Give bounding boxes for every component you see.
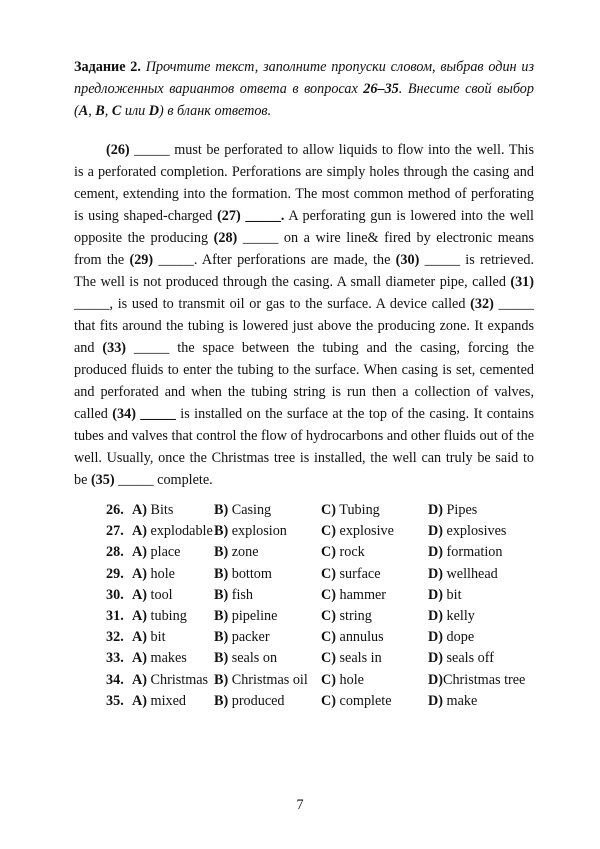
option-letter: D) bbox=[428, 523, 443, 540]
option-text: explosives bbox=[446, 523, 507, 540]
question-number: 29. bbox=[106, 565, 124, 582]
passage-text: is installed on the surface at the top of the casing. It contains tubes and valves that control the flow of hydrocarbons and other fluids out of the well. Usually, once the Christmas tree is installed, the well can truly be said to be bbox=[74, 406, 534, 488]
option-text: string bbox=[339, 607, 372, 624]
option-letter: C) bbox=[321, 586, 336, 603]
passage-text: _____ must be perforated to allow liquids to flow into the well. This is a perforated completion. Perforations are simply holes through the casing and cement, extending into the formation. The most common method of perforating is using shaped-charged bbox=[74, 142, 534, 224]
option-text: hammer bbox=[339, 586, 387, 603]
option-text: explosion bbox=[231, 523, 287, 540]
option-text: wellhead bbox=[446, 565, 498, 582]
option-text: Christmas tree bbox=[442, 671, 526, 688]
passage-text: _____ is retrieved. The well is not produced through the casing. A small diameter pipe, called bbox=[74, 252, 535, 290]
answer-option-b bbox=[214, 500, 271, 521]
question-number: 33. bbox=[106, 650, 124, 667]
passage-text: _____, is used to transmit oil or gas to the surface. A device called bbox=[74, 296, 471, 312]
option-letter: D) bbox=[428, 650, 443, 667]
option-letter: C) bbox=[321, 565, 336, 582]
option-text: explosive bbox=[339, 523, 394, 540]
option-letter: C) bbox=[321, 523, 336, 540]
option-letter: A) bbox=[132, 544, 147, 561]
answer-option-d bbox=[428, 521, 506, 542]
answer-option-c bbox=[321, 670, 364, 691]
option-letter: D) bbox=[428, 586, 443, 603]
answer-option-d bbox=[428, 691, 477, 712]
answer-option-d bbox=[428, 585, 462, 606]
gap-number: (28) bbox=[213, 230, 238, 246]
instruction-range: 26–35 bbox=[363, 81, 399, 97]
option-text: pipeline bbox=[231, 607, 278, 624]
answer-option-b bbox=[214, 648, 277, 669]
answer-option-d bbox=[428, 564, 498, 585]
option-letter: C) bbox=[321, 671, 336, 688]
answer-option-a bbox=[132, 670, 208, 691]
instruction-text-2: . Внесите свой выбор ( bbox=[74, 81, 534, 119]
option-letter: D) bbox=[428, 544, 443, 561]
question-number: 32. bbox=[106, 629, 124, 646]
option-letter: C) bbox=[321, 502, 336, 518]
question-number: 35. bbox=[106, 692, 124, 709]
option-letter: B) bbox=[214, 502, 229, 518]
option-letter-b: B bbox=[95, 103, 105, 119]
option-letter: B) bbox=[214, 692, 229, 709]
passage-text: _____ complete. bbox=[114, 472, 213, 488]
passage-text: A perforating gun is lowered into the well opposite the producing bbox=[74, 208, 534, 246]
separator: , bbox=[88, 103, 96, 119]
option-letter: B) bbox=[214, 544, 229, 561]
answer-option-a bbox=[132, 500, 173, 521]
passage-text: _____ on a wire line& fired by electronic means from the bbox=[74, 230, 534, 268]
answer-option-d bbox=[428, 606, 475, 627]
answer-option-b bbox=[214, 564, 272, 585]
separator: или bbox=[121, 103, 149, 119]
answer-option-b bbox=[214, 627, 270, 648]
task-instruction bbox=[74, 56, 534, 122]
answer-option-b bbox=[214, 691, 285, 712]
option-letter: C) bbox=[321, 692, 336, 709]
answer-option-c bbox=[321, 500, 380, 521]
option-text: seals off bbox=[446, 650, 494, 667]
question-number: 27. bbox=[106, 523, 124, 540]
question-number: 28. bbox=[106, 544, 124, 561]
option-text: rock bbox=[339, 544, 365, 561]
option-letter: C) bbox=[321, 629, 336, 646]
answer-option-b bbox=[214, 521, 287, 542]
option-text: Pipes bbox=[446, 502, 478, 518]
option-text: annulus bbox=[339, 629, 384, 646]
answer-option-c bbox=[321, 627, 384, 648]
option-letter-c: C bbox=[111, 103, 122, 119]
answer-option-d bbox=[428, 500, 477, 521]
option-letter: D) bbox=[428, 671, 443, 688]
answer-option-d bbox=[428, 670, 525, 691]
option-letter: A) bbox=[132, 650, 147, 667]
passage-paragraph bbox=[74, 139, 534, 491]
option-text: complete bbox=[339, 692, 392, 709]
option-letter: B) bbox=[214, 629, 229, 646]
answer-option-d bbox=[428, 627, 474, 648]
option-text: tool bbox=[150, 586, 173, 603]
option-text: fish bbox=[231, 586, 254, 603]
option-letter: A) bbox=[132, 692, 147, 709]
option-letter-d: D bbox=[148, 103, 160, 119]
option-text: kelly bbox=[446, 607, 475, 624]
answer-option-a bbox=[132, 542, 180, 563]
task-label: Задание 2. bbox=[74, 59, 141, 75]
gap-number: (31) bbox=[510, 274, 534, 290]
option-letter: A) bbox=[132, 671, 147, 688]
option-text: bottom bbox=[231, 565, 272, 582]
option-text: Tubing bbox=[339, 502, 380, 518]
option-letter: A) bbox=[132, 523, 147, 540]
answer-option-c bbox=[321, 606, 372, 627]
answer-option-b bbox=[214, 585, 253, 606]
question-number: 34. bbox=[106, 671, 124, 688]
question-number: 26. bbox=[106, 502, 124, 518]
option-text: seals on bbox=[231, 650, 278, 667]
option-letter: B) bbox=[214, 565, 229, 582]
option-letter: D) bbox=[428, 629, 443, 646]
answer-option-b bbox=[214, 606, 277, 627]
answer-option-a bbox=[132, 564, 175, 585]
option-letter: B) bbox=[214, 650, 229, 667]
answer-option-c bbox=[321, 648, 382, 669]
option-letter: D) bbox=[428, 607, 443, 624]
option-text: bit bbox=[446, 586, 462, 603]
gap-number: (33) bbox=[102, 340, 127, 356]
gap-number: (30) bbox=[395, 252, 420, 268]
option-text: make bbox=[446, 692, 478, 709]
option-text: bit bbox=[150, 629, 166, 646]
option-text: Bits bbox=[150, 502, 174, 518]
option-letter: D) bbox=[428, 692, 443, 709]
option-text: hole bbox=[150, 565, 175, 582]
answer-option-b bbox=[214, 670, 308, 691]
option-text: place bbox=[150, 544, 181, 561]
option-text: tubing bbox=[150, 607, 187, 624]
gap-number: (29) bbox=[129, 252, 154, 268]
option-text: surface bbox=[339, 565, 381, 582]
option-text: Casing bbox=[231, 502, 272, 518]
instruction-text: Прочтите текст, заполните пропуски словом, выбрав один из предложенных вариантов ответа в вопросах bbox=[74, 59, 535, 97]
option-letter: A) bbox=[132, 565, 147, 582]
option-letter: C) bbox=[321, 607, 336, 624]
option-letter: B) bbox=[214, 671, 229, 688]
answer-option-c bbox=[321, 542, 365, 563]
option-letter: A) bbox=[132, 586, 147, 603]
option-text: zone bbox=[231, 544, 259, 561]
answer-option-c bbox=[321, 521, 394, 542]
gap-number: (34) _____ bbox=[112, 406, 176, 422]
answer-option-c bbox=[321, 564, 381, 585]
answer-option-c bbox=[321, 691, 392, 712]
option-letter: B) bbox=[214, 523, 229, 540]
option-text: produced bbox=[231, 692, 285, 709]
page-number: 7 bbox=[296, 797, 304, 813]
passage-text: _____ that fits around the tubing is lowered just above the producing zone. It expands and bbox=[74, 296, 534, 356]
answer-option-c bbox=[321, 585, 386, 606]
option-text: explodable bbox=[150, 523, 213, 540]
answer-option-a bbox=[132, 521, 213, 542]
option-letter: B) bbox=[214, 607, 229, 624]
option-text: formation bbox=[446, 544, 503, 561]
option-letter: C) bbox=[321, 650, 336, 667]
option-letter: A) bbox=[132, 607, 147, 624]
option-letter: A) bbox=[132, 629, 147, 646]
answer-option-a bbox=[132, 627, 166, 648]
answer-option-d bbox=[428, 648, 494, 669]
passage-text: _____ the space between the tubing and the casing, forcing the produced fluids to enter the tubing to the surface. When casing is set, cemented and perforated and when the tubing string is run then a collection of valves, called bbox=[74, 340, 534, 422]
reading-passage bbox=[74, 139, 534, 491]
question-number: 31. bbox=[106, 607, 124, 624]
answer-option-a bbox=[132, 648, 187, 669]
option-letter: C) bbox=[321, 544, 336, 561]
answer-option-d bbox=[428, 542, 502, 563]
answer-option-a bbox=[132, 606, 187, 627]
gap-number: (27) _____. bbox=[217, 208, 285, 224]
gap-number: (32) bbox=[470, 296, 494, 312]
option-text: packer bbox=[231, 629, 270, 646]
question-number: 30. bbox=[106, 586, 124, 603]
answer-option-a bbox=[132, 585, 173, 606]
option-letter: D) bbox=[428, 502, 443, 518]
option-text: hole bbox=[339, 671, 364, 688]
option-text: makes bbox=[150, 650, 187, 667]
instruction-text-3: ) в бланк ответов. bbox=[159, 103, 272, 119]
option-letter: D) bbox=[428, 565, 443, 582]
answer-option-a bbox=[132, 691, 186, 712]
option-text: Christmas bbox=[150, 671, 209, 688]
option-text: mixed bbox=[150, 692, 186, 709]
answer-option-b bbox=[214, 542, 259, 563]
option-letter: A) bbox=[132, 502, 147, 518]
option-letter: B) bbox=[214, 586, 229, 603]
option-text: Christmas oil bbox=[231, 671, 308, 688]
gap-number: (35) bbox=[90, 472, 115, 488]
option-letter-a: A bbox=[78, 103, 89, 119]
gap-number: (26) bbox=[106, 142, 130, 158]
passage-text: _____. After perforations are made, the bbox=[153, 252, 396, 268]
option-text: dope bbox=[446, 629, 475, 646]
separator: , bbox=[104, 103, 112, 119]
option-text: seals in bbox=[339, 650, 382, 667]
